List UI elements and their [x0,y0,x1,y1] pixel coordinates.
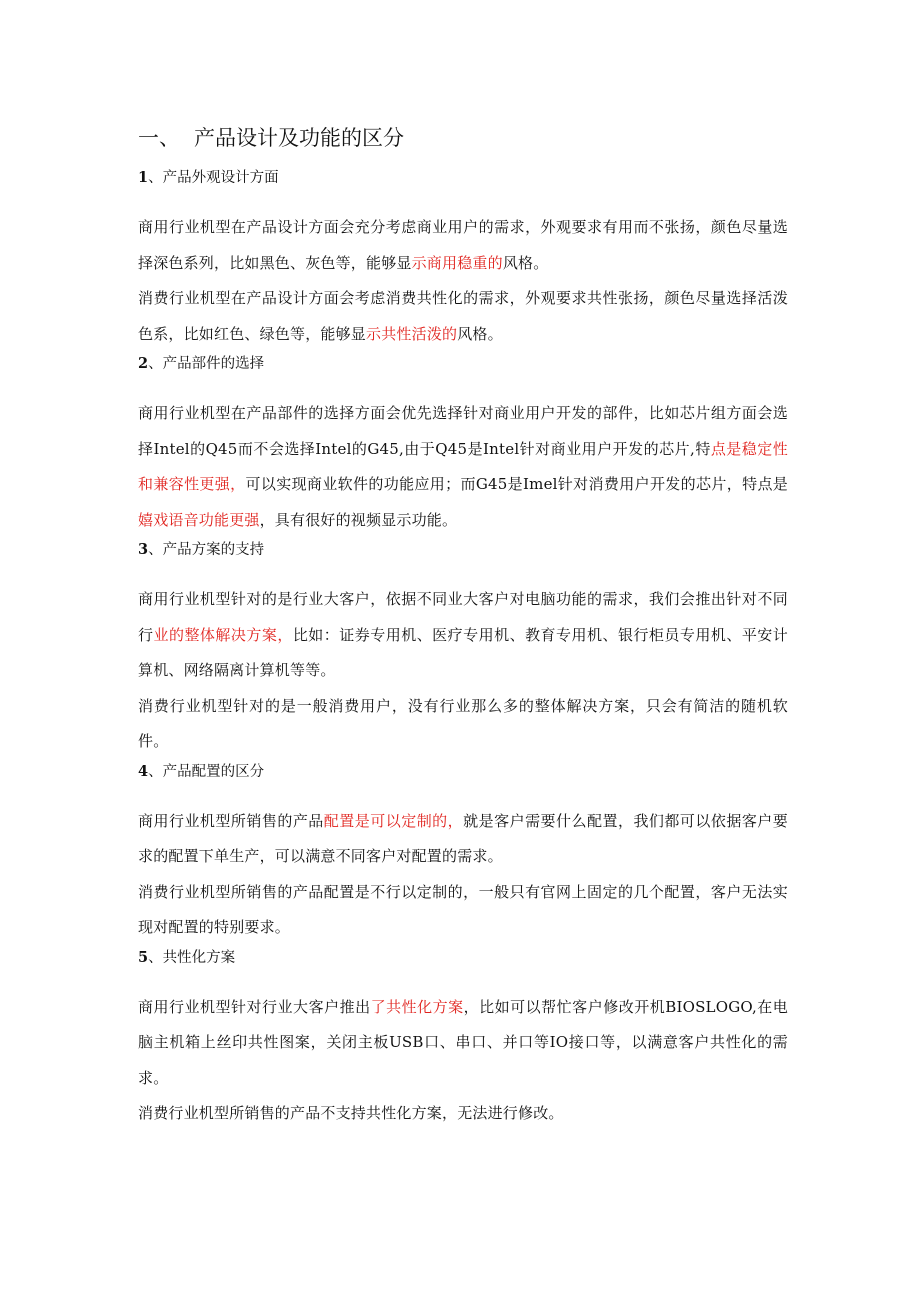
paragraph [138,689,788,760]
text-run: ，具有很好的视频显示功能。 [259,510,458,529]
text-run: 商用行业机型在产品设计方面会充分考虑商业用户的需求，外观要求有用而不张扬，颜色尽量选择深色系列，比如黑色、灰色等，能够显 [138,218,788,272]
section-1 [138,166,788,352]
paragraph [138,990,788,1097]
title-number: 一、 [138,126,180,150]
text-run: 消费行业机型针对的是一般消费用户，没有行业那么多的整体解决方案，只会有简洁的随机软件。 [138,696,788,750]
text-run: 就是客户需要什么配置，我们都可以依据客户要求的配置下单生产，可以满意不同客户对配置的需求。 [138,811,788,865]
title-text: 产品设计及功能的区分 [194,126,404,150]
section-number: 3 [138,541,149,558]
section-number: 2 [138,355,149,372]
section-heading [138,760,788,784]
paragraph [138,875,788,946]
highlight-run: 嬉戏语音功能更强 [138,510,260,529]
section-heading-text: 、共性化方案 [148,949,236,966]
paragraph [138,210,788,281]
text-run: 消费行业机型所销售的产品不支持共性化方案，无法进行修改。 [138,1104,564,1122]
highlight-run: 了共性化方案 [370,997,464,1016]
text-run: 消费行业机型所销售的产品配置是不行以定制的，一般只有官网上固定的几个配置，客户无法实现对配置的特别要求。 [138,882,788,936]
text-run: 比如：证券专用机、医疗专用机、教育专用机、银行柜员专用机、平安计算机、网络隔离计算机等等。 [138,625,788,679]
section-5 [138,946,788,1132]
highlight-run: 业的整体解决方案， [153,625,293,644]
section-heading [138,946,788,970]
section-4 [138,760,788,946]
section-number: 1 [138,169,149,186]
text-run: 商用行业机型所销售的产品 [138,811,324,830]
paragraph [138,582,788,689]
text-run: ，比如可以帮忙客户修改开机BIOSLOGO,在电脑主机箱上丝印共性图案，关闭主板USB口、串口、并口等IO接口等，以满意客户共性化的需求。 [138,997,788,1087]
section-heading-text: 、产品部件的选择 [148,356,265,372]
section-heading-text: 、产品外观设计方面 [148,170,279,186]
text-run: 商用行业机型在产品部件的选择方面会优先选择针对商业用户开发的部件，比如芯片组方面会选择Intel的Q45而不会选择Intel的G45,由于Q45是Intel针对商业用户开发的芯片,特 [138,404,788,458]
section-heading [138,352,788,376]
section-3 [138,538,788,760]
highlight-run: 配置是可以定制的， [323,811,464,830]
paragraph [138,396,788,538]
text-run: 风格。 [502,253,549,272]
section-heading [138,166,788,190]
highlight-run: 示共性活泼的 [366,324,458,343]
section-heading-text: 、产品方案的支持 [148,542,265,558]
text-run: 消费行业机型在产品设计方面会考虑消费共性化的需求，外观要求共性张扬，颜色尽量选择活泼色系，比如红色、绿色等，能够显 [138,289,788,343]
text-run: 风格。 [457,324,503,343]
section-2 [138,352,788,538]
paragraph [138,1096,788,1132]
paragraph [138,804,788,875]
paragraph [138,281,788,352]
section-number: 4 [138,762,149,780]
section-heading-text: 、产品配置的区分 [148,763,265,780]
text-run: 可以实现商业软件的功能应用；而G45是Imel针对消费用户开发的芯片，特点是 [245,475,788,493]
document-title [138,122,788,154]
section-heading [138,538,788,562]
section-number: 5 [138,948,149,966]
text-run: 商用行业机型针对行业大客户推出 [138,997,371,1016]
highlight-run: 示商用稳重的 [411,253,503,272]
highlight-run: 点是稳定性和兼容性更强， [138,439,788,493]
text-run: 商用行业机型针对的是行业大客户，依据不同业大客户对电脑功能的需求，我们会推出针对不同行 [138,590,788,644]
document-page [138,122,788,1132]
